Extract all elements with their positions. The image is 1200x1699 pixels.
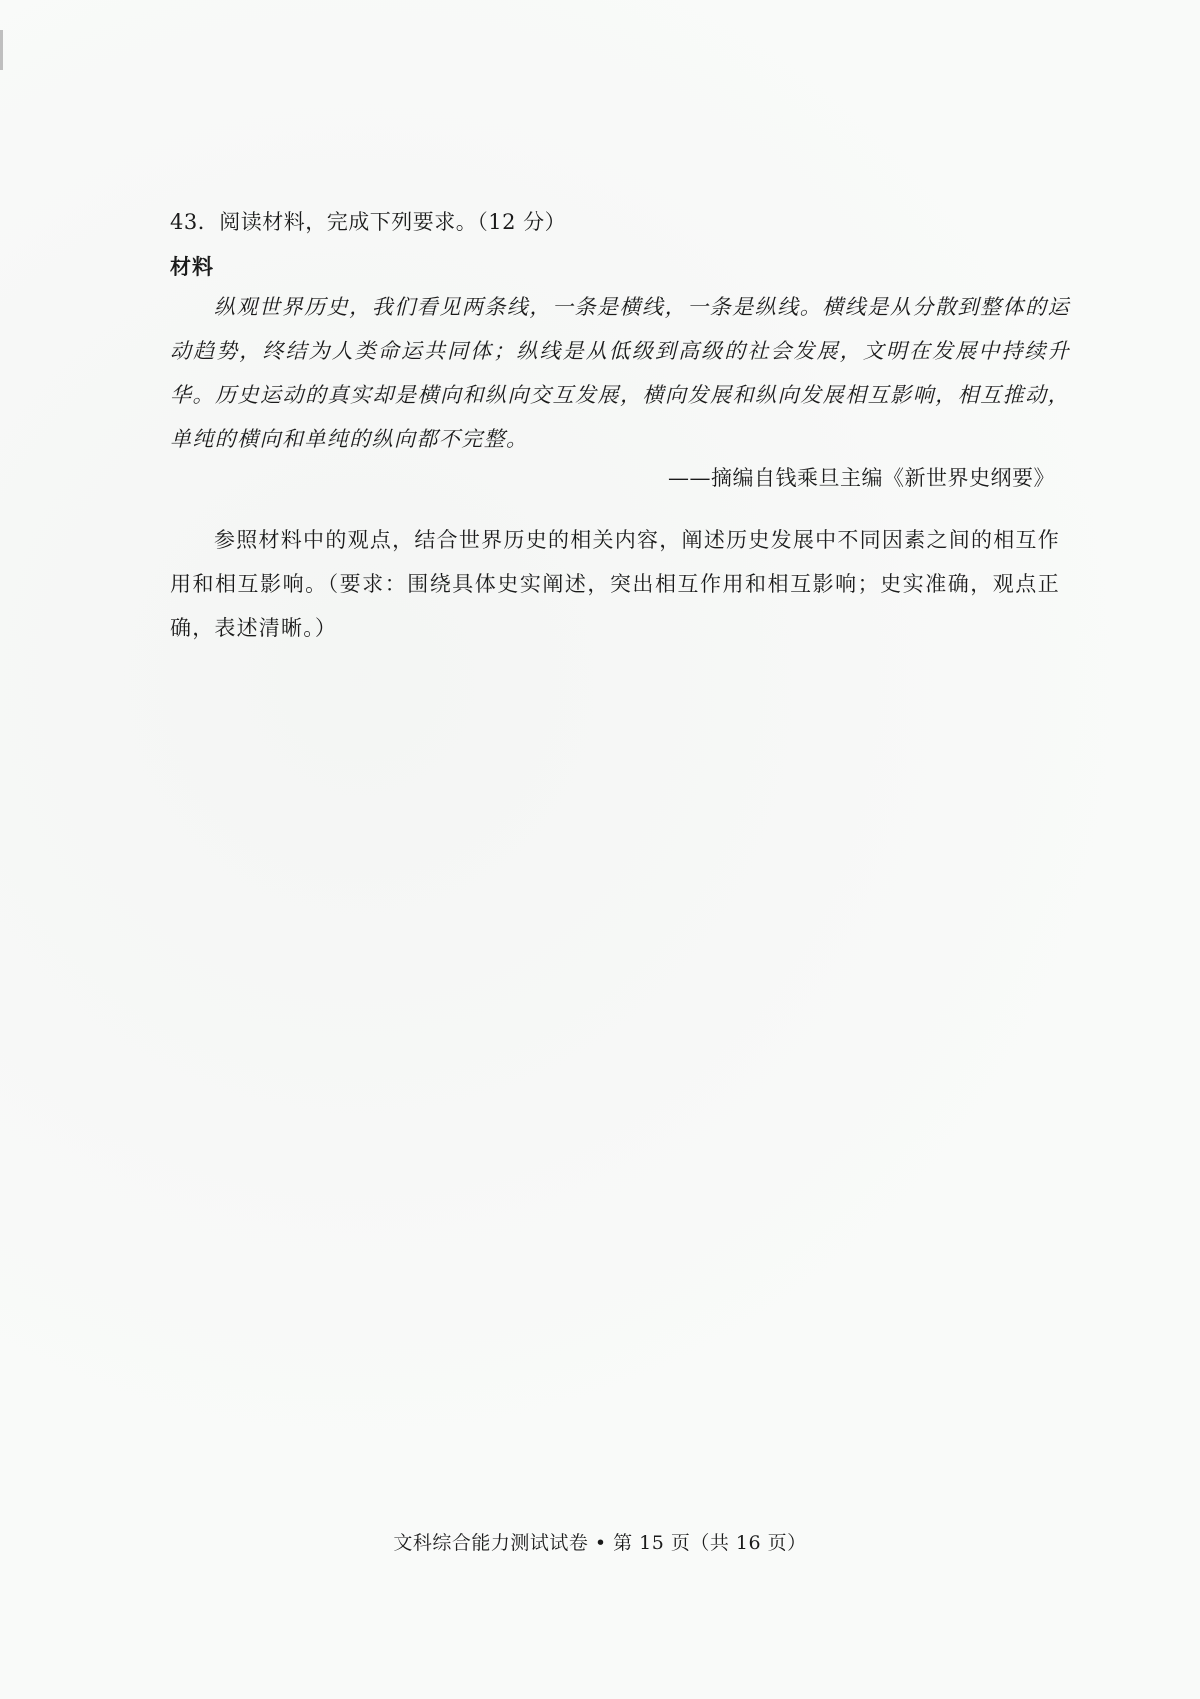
material-source: ——摘编自钱乘旦主编《新世界史纲要》 xyxy=(668,466,1055,490)
question-heading: 43．阅读材料，完成下列要求。（12 分） xyxy=(170,210,567,234)
question-prompt: 参照材料中的观点，结合世界历史的相关内容，阐述历史发展中不同因素之间的相互作用和相互影响。（要求：围绕具体史实阐述，突出相互作用和相互影响；史实准确，观点正确，表述清晰。） xyxy=(170,528,1060,640)
material-label: 材料 xyxy=(170,254,214,279)
scan-edge-mark xyxy=(0,30,3,70)
material-text: 纵观世界历史，我们看见两条线，一条是横线，一条是纵线。横线是从分散到整体的运动趋势，终结为人类命运共同体；纵线是从低级到高级的社会发展，文明在发展中持续升华。历史运动的真实却是横向和纵向交互发展，横向发展和纵向发展相互影响，相互推动，单纯的横向和单纯的纵向都不完整。 xyxy=(170,295,1070,451)
page-footer: 文科综合能力测试试卷 • 第 15 页（共 16 页） xyxy=(393,1532,807,1554)
